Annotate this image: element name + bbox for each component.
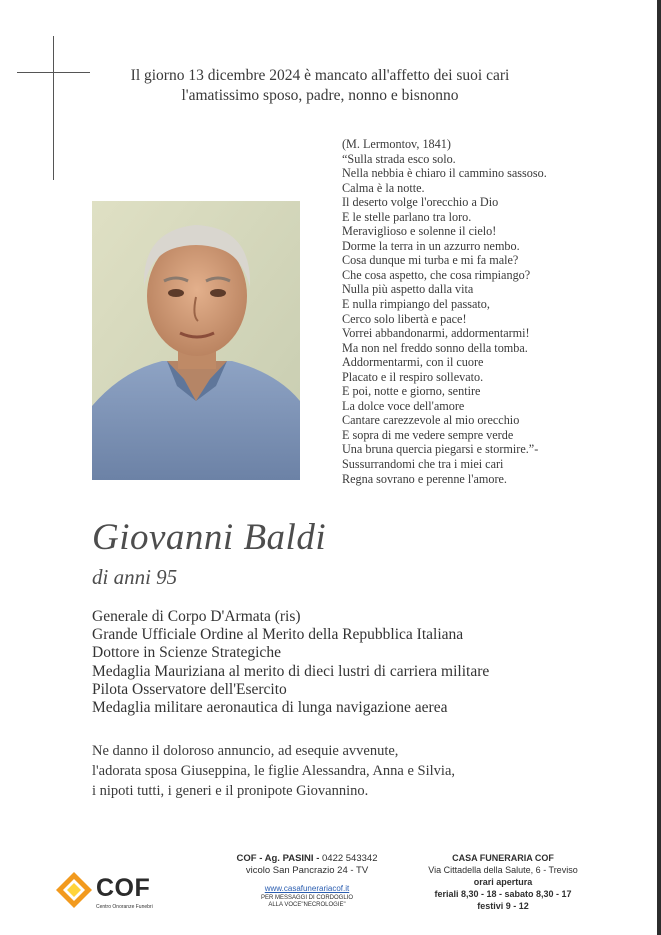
- cross-icon-vertical: [53, 36, 54, 180]
- logo-text: COF: [96, 874, 151, 902]
- honor-item: Dottore in Scienze Strategiche: [92, 644, 281, 662]
- poem-line: (M. Lermontov, 1841): [342, 137, 451, 151]
- hours-weekdays: feriali 8,30 - 18 - sabato 8,30 - 17: [434, 889, 572, 899]
- honor-item: Pilota Osservatore dell'Esercito: [92, 680, 287, 698]
- poem-line: Regna sovrano e perenne l'amore.: [342, 471, 507, 486]
- agency-info: [212, 852, 402, 909]
- hours-holidays: festivi 9 - 12: [477, 901, 529, 911]
- poem-line: Cantare carezzevole al mio orecchio: [342, 413, 520, 428]
- logo-subtitle: Centro Onoranze Funebri: [96, 904, 153, 910]
- funeral-home-address: Via Cittadella della Salute, 6 - Treviso: [428, 865, 578, 875]
- poem: [342, 137, 547, 486]
- deceased-name: Giovanni Baldi: [92, 517, 327, 558]
- poem-line: Vorrei abbandonarmi, addormentarmi!: [342, 326, 530, 341]
- funeral-home-name: CASA FUNERARIA COF: [452, 853, 554, 863]
- poem-line: Meraviglioso e solenne il cielo!: [342, 224, 497, 239]
- poem-line: E sopra di me vedere sempre verde: [342, 427, 514, 442]
- announcement: [92, 741, 455, 801]
- poem-line: Cerco solo libertà e pace!: [342, 311, 467, 326]
- agency-line: [212, 852, 402, 865]
- condolence-line-2: ALLA VOCE"NECROLOGIE": [268, 902, 346, 908]
- intro-text: [100, 66, 540, 106]
- announcement-line: Ne danno il doloroso annuncio, ad esequie avvenute,: [92, 743, 399, 759]
- poem-line: Cosa dunque mi turba e mi fa male?: [342, 253, 519, 268]
- poem-line: Sussurrandomi che tra i miei cari: [342, 457, 504, 472]
- portrait-image: [92, 201, 300, 480]
- cof-logo: [54, 868, 164, 918]
- poem-line: E poi, notte e giorno, sentire: [342, 384, 481, 399]
- honor-item: Medaglia militare aeronautica di lunga navigazione aerea: [92, 699, 448, 717]
- honor-item: Grande Ufficiale Ordine al Merito della Repubblica Italiana: [92, 626, 464, 644]
- condolence-line-1: PER MESSAGGI DI CORDOGLIO: [260, 895, 353, 901]
- funeral-home-info: [408, 852, 598, 912]
- poem-line: Addormentarmi, con il cuore: [342, 355, 484, 370]
- poem-line: Che cosa aspetto, che cosa rimpiango?: [342, 267, 531, 282]
- announcement-line: l'adorata sposa Giuseppina, le figlie Alessandra, Anna e Silvia,: [92, 763, 456, 779]
- agency-address: vicolo San Pancrazio 24 - TV: [245, 865, 369, 876]
- page-edge: [657, 0, 661, 935]
- agency-name: COF - Ag. PASINI -: [236, 853, 320, 864]
- intro-line-2: l'amatissimo sposo, padre, nonno e bisnonno: [181, 87, 459, 104]
- poem-line: Nella nebbia è chiaro il cammino sassoso.: [342, 166, 547, 181]
- honors-list: [92, 608, 489, 717]
- poem-line: Placato e il respiro sollevato.: [342, 369, 484, 384]
- poem-line: La dolce voce dell'amore: [342, 398, 465, 413]
- hours-title: orari apertura: [473, 877, 533, 887]
- poem-line: Dorme la terra in un azzurro nembo.: [342, 238, 520, 253]
- poem-line: E nulla rimpiango del passato,: [342, 297, 490, 312]
- poem-line: Una bruna quercia piegarsi e stormire.”-: [342, 442, 539, 457]
- poem-line: “Sulla strada esco solo.: [342, 151, 456, 166]
- intro-line-1: Il giorno 13 dicembre 2024 è mancato all'affetto dei suoi cari: [130, 67, 510, 84]
- deceased-age: di anni 95: [92, 565, 178, 589]
- poem-line: Ma non nel freddo sonno della tomba.: [342, 340, 528, 355]
- cof-diamond-icon: [54, 870, 94, 910]
- honor-item: Generale di Corpo D'Armata (ris): [92, 608, 301, 625]
- poem-line: Calma è la notte.: [342, 180, 425, 195]
- poem-line: Il deserto volge l'orecchio a Dio: [342, 195, 499, 210]
- agency-phone: 0422 543342: [322, 853, 378, 864]
- poem-line: E le stelle parlano tra loro.: [342, 209, 472, 224]
- announcement-line: i nipoti tutti, i generi e il pronipote Giovannino.: [92, 783, 369, 799]
- portrait-photo: [92, 201, 300, 480]
- poem-line: Nulla più aspetto dalla vita: [342, 282, 474, 297]
- website-link[interactable]: www.casafunerariacof.it: [264, 884, 350, 893]
- honor-item: Medaglia Mauriziana al merito di dieci lustri di carriera militare: [92, 662, 490, 680]
- cross-icon-horizontal: [17, 72, 90, 73]
